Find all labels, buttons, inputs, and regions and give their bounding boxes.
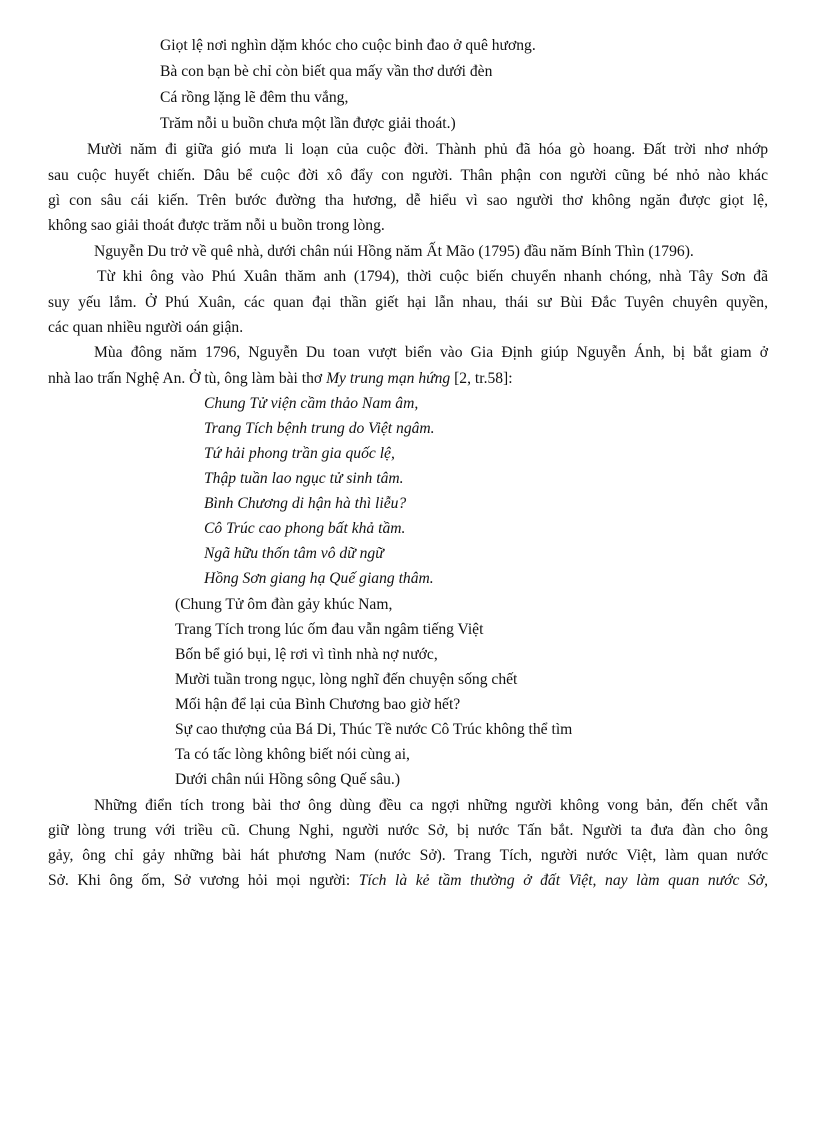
poem-original-line: Chung Tử viện cầm thảo Nam âm, xyxy=(204,395,419,412)
poem-original-line: Thập tuần lao ngục tử sinh tâm. xyxy=(204,470,404,487)
verse-line: Bà con bạn bè chỉ còn biết qua mấy vần thơ dưới đèn xyxy=(160,63,493,80)
paragraph-line: suy yếu lắm. Ở Phú Xuân, các quan đại thần giết hại lẫn nhau, thái sư Bùi Đắc Tuyên chuyên quyền, xyxy=(48,294,768,311)
paragraph-line: giữ lòng trung với triều cũ. Chung Nghi, người nước Sở, bị nước Tấn bắt. Người ta đưa đàn cho ông xyxy=(48,822,768,839)
poem-original-line: Tứ hải phong trần gia quốc lệ, xyxy=(204,445,395,462)
paragraph-line: không sao giải thoát được trăm nỗi u buồn trong lòng. xyxy=(48,217,385,234)
poem-original-line: Bình Chương di hận hà thì liễu? xyxy=(204,495,407,512)
poem-translation-line: (Chung Tử ôm đàn gảy khúc Nam, xyxy=(175,596,393,613)
quotation: Tích là kẻ tầm thường ở đất Việt, nay làm quan nước Sở, xyxy=(358,872,768,889)
poem-translation-line: Trang Tích trong lúc ốm đau vẫn ngâm tiếng Việt xyxy=(175,621,484,638)
paragraph-text: nhà lao trấn Nghệ An. Ở tù, ông làm bài thơ xyxy=(48,370,327,387)
verse-line: Giọt lệ nơi nghìn dặm khóc cho cuộc binh đao ở quê hương. xyxy=(160,37,536,54)
poem-title: My trung mạn hứng xyxy=(326,370,451,387)
poem-original-line: Cô Trúc cao phong bất khả tầm. xyxy=(204,520,406,537)
poem-translation-line: Sự cao thượng của Bá Di, Thúc Tề nước Cô Trúc không thể tìm xyxy=(175,721,573,738)
paragraph-line: sau cuộc huyết chiến. Dâu bể cuộc đời xô đẩy con người. Thân phận con người cũng bé nhỏ nào khác xyxy=(48,167,768,184)
poem-translation-line: Bốn bể gió bụi, lệ rơi vì tình nhà nợ nước, xyxy=(175,646,438,663)
paragraph-line xyxy=(48,369,513,389)
paragraph-line: các quan nhiều người oán giận. xyxy=(48,319,244,336)
poem-original-line: Trang Tích bệnh trung do Việt ngâm. xyxy=(204,420,435,437)
paragraph-line: Từ khi ông vào Phú Xuân thăm anh (1794), thời cuộc biến chuyển nhanh chóng, nhà Tây Sơn đã xyxy=(97,268,768,285)
paragraph-text: Sở. Khi ông ốm, Sở vương hỏi mọi người: xyxy=(48,872,359,889)
verse-line: Trăm nỗi u buồn chưa một lần được giải thoát.) xyxy=(160,115,456,132)
poem-translation-line: Mười tuần trong ngục, lòng nghĩ đến chuyện sống chết xyxy=(175,671,518,688)
citation: [2, tr.58]: xyxy=(450,370,513,387)
paragraph-line xyxy=(48,871,768,891)
paragraph-line: Những điển tích trong bài thơ ông dùng đều ca ngợi những người không vong bản, đến chết vẫn xyxy=(94,797,768,814)
paragraph-line: Mùa đông năm 1796, Nguyễn Du toan vượt biển vào Gia Định giúp Nguyễn Ánh, bị bắt giam ở xyxy=(94,344,768,361)
poem-translation-line: Dưới chân núi Hồng sông Quế sâu.) xyxy=(175,771,401,788)
poem-translation-line: Ta có tấc lòng không biết nói cùng ai, xyxy=(175,746,410,763)
paragraph-line: Nguyễn Du trở về quê nhà, dưới chân núi Hồng năm Ất Mão (1795) đầu năm Bính Thìn (1796). xyxy=(94,243,694,260)
poem-original-line: Hồng Sơn giang hạ Quế giang thâm. xyxy=(204,570,434,587)
paragraph-line: Mười năm đi giữa gió mưa li loạn của cuộc đời. Thành phủ đã hóa gò hoang. Đất trời nhơ nhớp xyxy=(87,141,768,158)
paragraph-line: gì con sâu cái kiến. Trên bước đường tha hương, dễ hiểu vì sao người thơ không ngăn được giọt lệ, xyxy=(48,192,768,209)
poem-translation-line: Mối hận để lại của Bình Chương bao giờ hết? xyxy=(175,696,461,713)
paragraph-line: gảy, ông chỉ gảy những bài hát phương Nam (nước Sở). Trang Tích, người nước Việt, làm quan nước xyxy=(48,847,768,864)
verse-line: Cá rồng lặng lẽ đêm thu vắng, xyxy=(160,89,349,106)
poem-original-line: Ngã hữu thốn tâm vô dữ ngữ xyxy=(204,545,384,562)
